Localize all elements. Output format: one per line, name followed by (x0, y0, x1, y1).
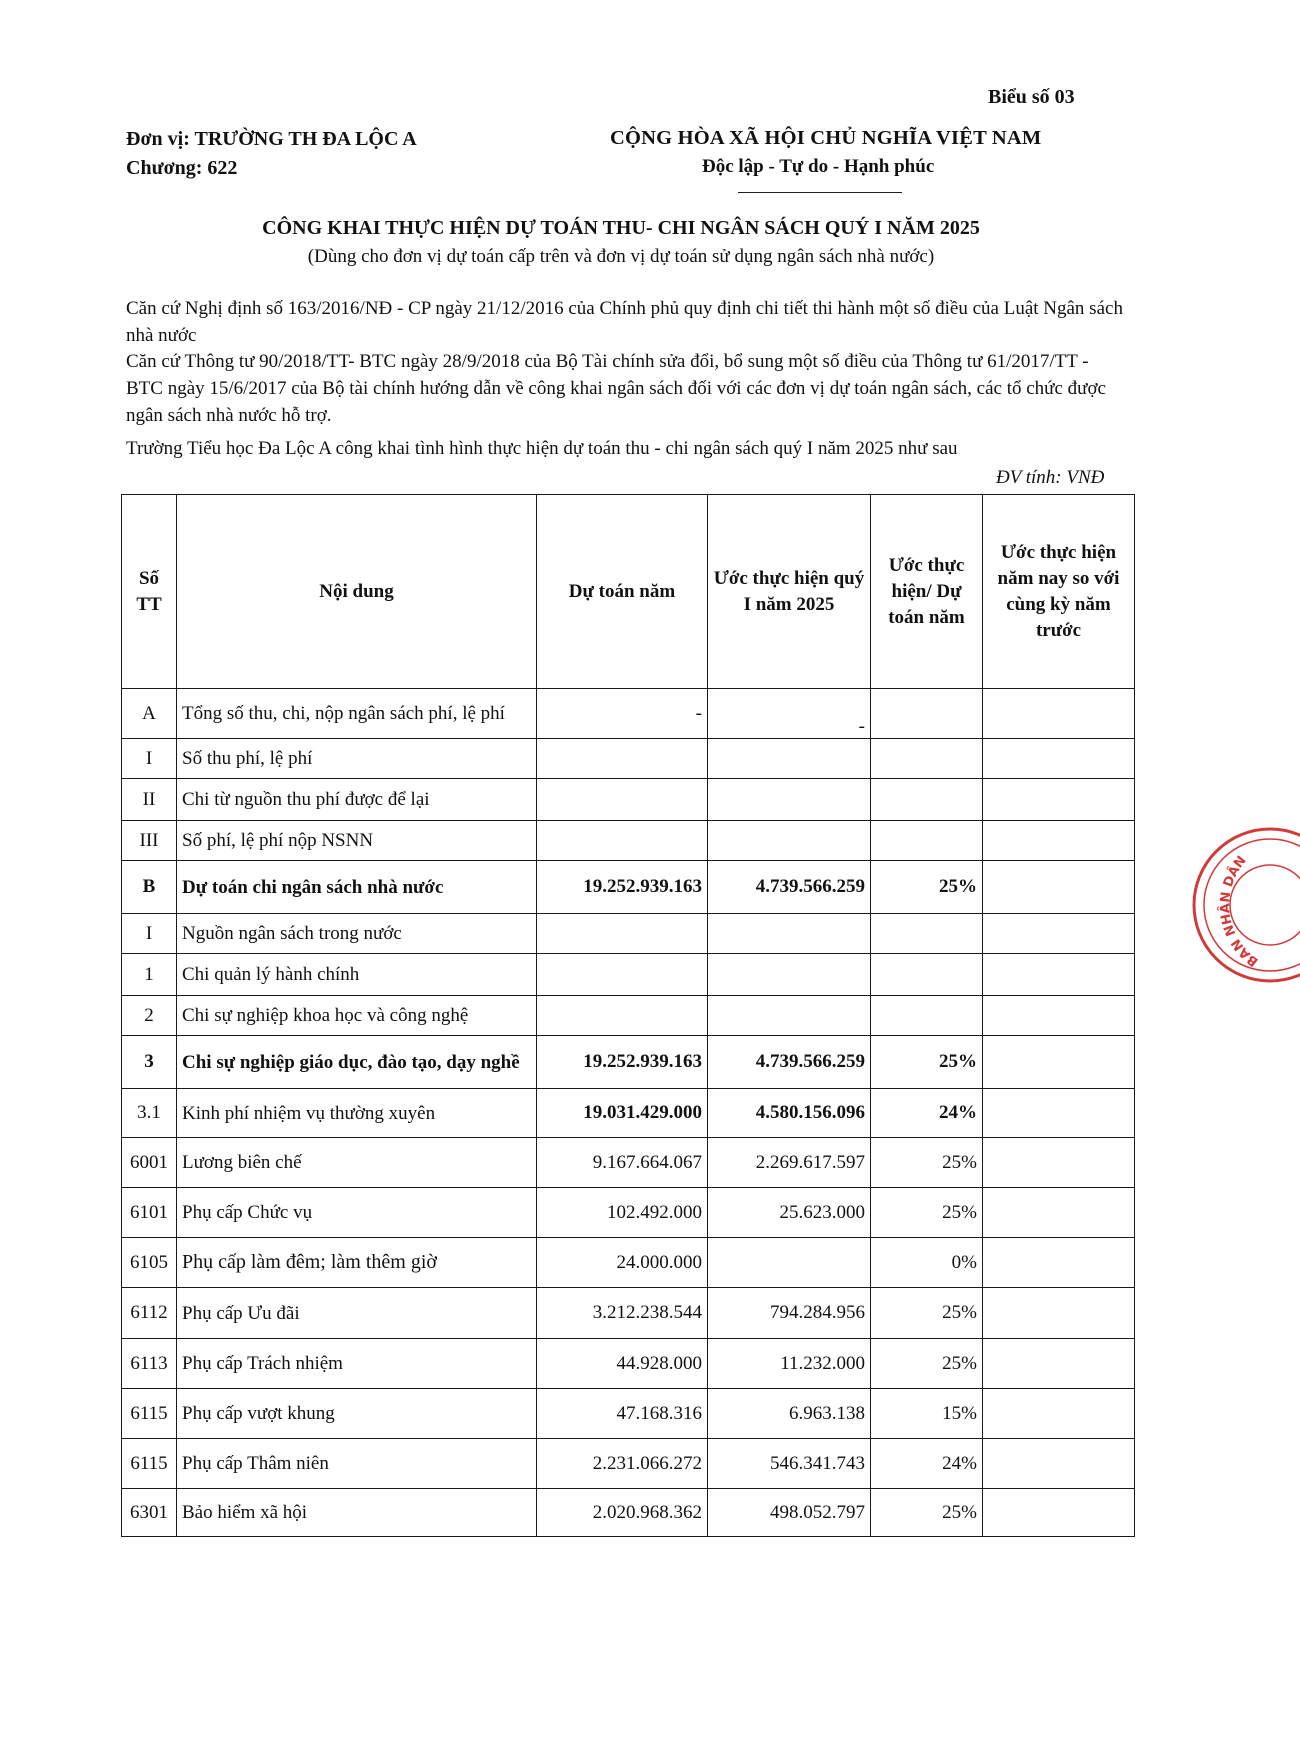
cell-q1: 498.052.797 (708, 1489, 871, 1537)
cell-yoy (983, 861, 1135, 914)
cell-ratio: 15% (871, 1389, 983, 1439)
cell-ratio (871, 954, 983, 996)
table-row (122, 1439, 1135, 1489)
cell-yoy (983, 914, 1135, 954)
cell-estimate: 102.492.000 (537, 1188, 708, 1238)
form-number: Biểu số 03 (988, 86, 1075, 108)
cell-stt: 6105 (122, 1238, 177, 1288)
cell-yoy (983, 779, 1135, 821)
cell-yoy (983, 996, 1135, 1036)
table-row (122, 1089, 1135, 1138)
cell-estimate: 44.928.000 (537, 1339, 708, 1389)
cell-yoy (983, 1439, 1135, 1489)
header-content: Nội dung (177, 495, 537, 689)
header-stt: Số TT (122, 495, 177, 689)
cell-q1 (708, 739, 871, 779)
unit-note: ĐV tính: VNĐ (996, 467, 1105, 488)
cell-estimate (537, 954, 708, 996)
cell-yoy (983, 1288, 1135, 1339)
cell-yoy (983, 739, 1135, 779)
cell-yoy (983, 1188, 1135, 1238)
cell-q1: - (708, 689, 871, 739)
cell-estimate: 2.020.968.362 (537, 1489, 708, 1537)
cell-q1 (708, 954, 871, 996)
unit-chapter: Chương: 622 (126, 157, 238, 179)
cell-estimate: 24.000.000 (537, 1238, 708, 1288)
cell-stt: 6115 (122, 1439, 177, 1489)
cell-estimate: 9.167.664.067 (537, 1138, 708, 1188)
motto-underline (738, 192, 902, 193)
cell-stt: III (122, 821, 177, 861)
table-row (122, 954, 1135, 996)
cell-content: Phụ cấp Ưu đãi (177, 1288, 537, 1339)
cell-q1: 546.341.743 (708, 1439, 871, 1489)
cell-content: Tổng số thu, chi, nộp ngân sách phí, lệ phí (177, 689, 537, 739)
cell-stt: II (122, 779, 177, 821)
cell-content: Chi từ nguồn thu phí được để lại (177, 779, 537, 821)
cell-estimate (537, 739, 708, 779)
cell-ratio (871, 739, 983, 779)
cell-q1: 4.739.566.259 (708, 861, 871, 914)
table-row (122, 996, 1135, 1036)
cell-content: Nguồn ngân sách trong nước (177, 914, 537, 954)
cell-q1: 2.269.617.597 (708, 1138, 871, 1188)
cell-q1 (708, 821, 871, 861)
cell-estimate: 19.252.939.163 (537, 1036, 708, 1089)
table-row (122, 739, 1135, 779)
intro-statement: Trường Tiểu học Đa Lộc A công khai tình hình thực hiện dự toán thu - chi ngân sách quý I năm 2025 như sau (126, 438, 958, 459)
cell-stt: B (122, 861, 177, 914)
cell-estimate: 2.231.066.272 (537, 1439, 708, 1489)
cell-ratio: 24% (871, 1439, 983, 1489)
cell-yoy (983, 821, 1135, 861)
header-yoy: Ước thực hiện năm nay so với cùng kỳ năm trước (983, 495, 1135, 689)
unit-name: Đơn vị: TRƯỜNG TH ĐA LỘC A (126, 128, 417, 150)
cell-stt: 1 (122, 954, 177, 996)
table-row (122, 689, 1135, 739)
cell-content: Lương biên chế (177, 1138, 537, 1188)
cell-estimate: 3.212.238.544 (537, 1288, 708, 1339)
cell-ratio: 25% (871, 1288, 983, 1339)
cell-ratio: 25% (871, 861, 983, 914)
table-header-row (122, 495, 1135, 689)
cell-content: Chi sự nghiệp khoa học và công nghệ (177, 996, 537, 1036)
cell-estimate: 19.252.939.163 (537, 861, 708, 914)
cell-yoy (983, 1238, 1135, 1288)
cell-content: Số thu phí, lệ phí (177, 739, 537, 779)
cell-stt: 6101 (122, 1188, 177, 1238)
table-row (122, 1489, 1135, 1537)
cell-ratio (871, 689, 983, 739)
cell-stt: 6115 (122, 1389, 177, 1439)
cell-stt: 3 (122, 1036, 177, 1089)
cell-content: Kinh phí nhiệm vụ thường xuyên (177, 1089, 537, 1138)
table-row (122, 1036, 1135, 1089)
table-row (122, 1339, 1135, 1389)
cell-ratio: 24% (871, 1089, 983, 1138)
cell-stt: 2 (122, 996, 177, 1036)
cell-q1 (708, 914, 871, 954)
national-title: CỘNG HÒA XÃ HỘI CHỦ NGHĨA VIỆT NAM (610, 127, 1042, 149)
cell-content: Phụ cấp Trách nhiệm (177, 1339, 537, 1389)
cell-stt: 6301 (122, 1489, 177, 1537)
document-title: CÔNG KHAI THỰC HIỆN DỰ TOÁN THU- CHI NGÂN SÁCH QUÝ I NĂM 2025 (262, 217, 980, 239)
cell-ratio (871, 996, 983, 1036)
table-row (122, 821, 1135, 861)
cell-ratio: 25% (871, 1339, 983, 1389)
cell-q1: 4.739.566.259 (708, 1036, 871, 1089)
cell-ratio: 25% (871, 1036, 983, 1089)
cell-estimate (537, 914, 708, 954)
cell-ratio (871, 914, 983, 954)
cell-q1: 794.284.956 (708, 1288, 871, 1339)
cell-yoy (983, 1489, 1135, 1537)
cell-q1 (708, 1238, 871, 1288)
table-row (122, 779, 1135, 821)
budget-table (121, 494, 1135, 1537)
cell-stt: 6113 (122, 1339, 177, 1389)
table-row (122, 1238, 1135, 1288)
cell-stt: 6112 (122, 1288, 177, 1339)
cell-estimate: 47.168.316 (537, 1389, 708, 1439)
cell-yoy (983, 1036, 1135, 1089)
document-subtitle: (Dùng cho đơn vị dự toán cấp trên và đơn vị dự toán sử dụng ngân sách nhà nước) (307, 246, 935, 267)
cell-ratio (871, 821, 983, 861)
official-seal (1190, 826, 1300, 984)
cell-q1: 4.580.156.096 (708, 1089, 871, 1138)
table-row (122, 1138, 1135, 1188)
cell-estimate: - (537, 689, 708, 739)
cell-stt: 3.1 (122, 1089, 177, 1138)
cell-content: Phụ cấp Thâm niên (177, 1439, 537, 1489)
cell-stt: 6001 (122, 1138, 177, 1188)
cell-yoy (983, 689, 1135, 739)
header-estimate: Dự toán năm (537, 495, 708, 689)
cell-ratio (871, 779, 983, 821)
cell-content: Phụ cấp vượt khung (177, 1389, 537, 1439)
cell-yoy (983, 1089, 1135, 1138)
cell-content: Dự toán chi ngân sách nhà nước (177, 861, 537, 914)
cell-ratio: 25% (871, 1138, 983, 1188)
cell-content: Phụ cấp làm đêm; làm thêm giờ (177, 1238, 537, 1288)
seal-text: BAN NHÂN DÂN (1218, 853, 1262, 970)
cell-stt: I (122, 914, 177, 954)
cell-content: Chi sự nghiệp giáo dục, đào tạo, dạy nghề (177, 1036, 537, 1089)
table-row (122, 861, 1135, 914)
table-row (122, 1188, 1135, 1238)
table-row (122, 1288, 1135, 1339)
cell-content: Số phí, lệ phí nộp NSNN (177, 821, 537, 861)
table-row (122, 1389, 1135, 1439)
cell-ratio: 0% (871, 1238, 983, 1288)
cell-estimate (537, 779, 708, 821)
header-ratio: Ước thực hiện/ Dự toán năm (871, 495, 983, 689)
national-motto: Độc lập - Tự do - Hạnh phúc (702, 156, 935, 177)
legal-basis-circular: Căn cứ Thông tư 90/2018/TT- BTC ngày 28/9/2018 của Bộ Tài chính sửa đổi, bổ sung một số điều của Thông tư 61/2017/TT - BTC ngày 15/6/2017 của Bộ tài chính hướng dẫn về công khai ngân sách đối với các đơn vị dự toán ngân sách, các tổ chức được ngân sách nhà nước hỗ trợ. (126, 351, 1106, 426)
cell-yoy (983, 1138, 1135, 1188)
cell-stt: I (122, 739, 177, 779)
cell-stt: A (122, 689, 177, 739)
cell-content: Phụ cấp Chức vụ (177, 1188, 537, 1238)
cell-q1: 6.963.138 (708, 1389, 871, 1439)
table-row (122, 914, 1135, 954)
cell-content: Bảo hiểm xã hội (177, 1489, 537, 1537)
cell-estimate: 19.031.429.000 (537, 1089, 708, 1138)
cell-q1: 25.623.000 (708, 1188, 871, 1238)
cell-yoy (983, 954, 1135, 996)
cell-ratio: 25% (871, 1188, 983, 1238)
cell-q1 (708, 996, 871, 1036)
cell-ratio: 25% (871, 1489, 983, 1537)
cell-estimate (537, 821, 708, 861)
cell-content: Chi quản lý hành chính (177, 954, 537, 996)
cell-q1: 11.232.000 (708, 1339, 871, 1389)
cell-yoy (983, 1389, 1135, 1439)
legal-basis-decree: Căn cứ Nghị định số 163/2016/NĐ - CP ngày 21/12/2016 của Chính phủ quy định chi tiết thi hành một số điều của Luật Ngân sách nhà nước (126, 298, 1123, 346)
cell-q1 (708, 779, 871, 821)
cell-estimate (537, 996, 708, 1036)
cell-yoy (983, 1339, 1135, 1389)
header-q1-actual: Ước thực hiện quý I năm 2025 (708, 495, 871, 689)
